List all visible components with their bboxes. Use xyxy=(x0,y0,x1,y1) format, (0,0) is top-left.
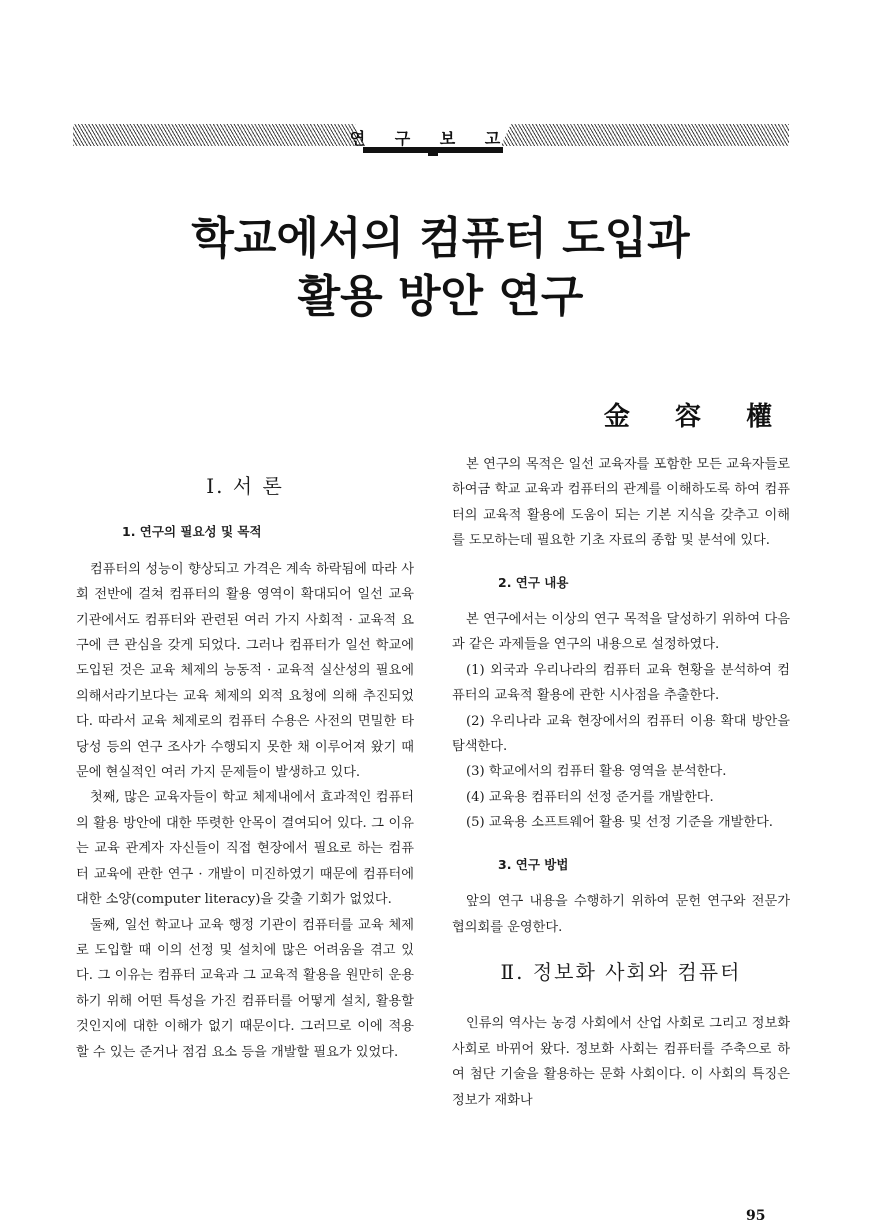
paragraph: 둘째, 일선 학교나 교육 행정 기관이 컴퓨터를 교육 체제로 도입할 때 이의 선정 및 설치에 많은 어려움을 겪고 있다. 그 이유는 컴퓨터 교육과 그 교육적 활용을 원만히 운용하기 위해 어떤 특성을 가진 컴퓨터를 어떻게 설치, 활용할 것인지에 대한 이해가 없기 때문이다. 그러므로 이에 적용할 수 있는 준거나 점검 요소 등을 개발할 필요가 있었다. xyxy=(76,917,414,1060)
section-heading-intro: Ⅰ. 서 론 xyxy=(206,474,284,498)
title-line-1: 학교에서의 컴퓨터 도입과 xyxy=(191,213,690,264)
section-heading-info-society: Ⅱ. 정보화 사회와 컴퓨터 xyxy=(500,959,742,984)
author-name: 金 容 權 xyxy=(603,402,790,432)
article-title xyxy=(0,210,881,326)
list-item: (1) 외국과 우리나라의 컴퓨터 교육 현황을 분석하여 컴퓨터의 교육적 활용에 관한 시사점을 추출한다. xyxy=(452,662,790,704)
list-item: (4) 교육용 컴퓨터의 선정 준거를 개발한다. xyxy=(466,789,714,805)
paragraph: 앞의 연구 내용을 수행하기 위하여 문헌 연구와 전문가 협의회를 운영한다. xyxy=(452,894,790,935)
paragraph: 컴퓨터의 성능이 향상되고 가격은 계속 하락됨에 따라 사회 전반에 걸쳐 컴퓨터의 활용 영역이 확대되어 일선 교육 기관에서도 컴퓨터와 관련된 여러 가지 사회적 · 교육적 요구에 큰 관심을 갖게 되었다. 그러나 컴퓨터가 일선 학교에 도입된 것은 교육 체제의 능동적 · 교육적 실산성의 필요에 의해서라기보다는 교육 체제의 외적 요청에 의해 추진되었다. 따라서 교육 체제로의 컴퓨터 수용은 사전의 면밀한 타당성 등의 연구 조사가 수행되지 못한 채 이루어져 왔기 때문에 현실적인 여러 가지 문제들이 발생하고 있다. xyxy=(76,561,414,781)
list-item: (2) 우리나라 교육 현장에서의 컴퓨터 이용 확대 방안을 탐색한다. xyxy=(452,713,790,755)
paragraph: 첫째, 많은 교육자들이 학교 체제내에서 효과적인 컴퓨터의 활용 방안에 대한 뚜렷한 안목이 결여되어 있다. 그 이유는 교육 관계자 자신들이 직접 현장에서 필요로 하는 컴퓨터 교육에 관한 연구 · 개발이 미진하였기 때문에 컴퓨터에 대한 소양(computer literacy)을 갖출 기회가 없었다. xyxy=(76,790,414,908)
page-number: 95 xyxy=(746,1208,766,1224)
title-line-2: 활용 방안 연구 xyxy=(297,271,584,322)
list-item: (5) 교육용 소프트웨어 활용 및 선정 기준을 개발한다. xyxy=(466,815,773,831)
paragraph: 본 연구의 목적은 일선 교육자를 포함한 모든 교육자들로 하여금 학교 교육과 컴퓨터의 관계를 이해하도록 하여 컴퓨터의 교육적 활용에 도움이 되는 기본 지식을 갖추고 이해를 도모하는데 필요한 기초 자료의 종합 및 분석에 있다. xyxy=(452,457,790,549)
subheading-need-purpose: 1. 연구의 필요성 및 목적 xyxy=(122,524,262,540)
paragraph: 인류의 역사는 농경 사회에서 산업 사회로 그리고 정보화 사회로 바뀌어 왔다. 정보화 사회는 컴퓨터를 주축으로 하여 첨단 기술을 활용하는 문화 사회이다. 이 사회의 특징은 정보가 재화나 xyxy=(452,1016,790,1108)
left-column xyxy=(76,452,414,1065)
subheading-research-method: 3. 연구 방법 xyxy=(498,856,569,872)
subheading-research-content: 2. 연구 내용 xyxy=(498,574,569,590)
section-banner xyxy=(73,120,789,154)
paragraph: 본 연구에서는 이상의 연구 목적을 달성하기 위하여 다음과 같은 과제들을 연구의 내용으로 설정하였다. xyxy=(452,612,790,653)
banner-label: 연 구 보 고 xyxy=(349,129,513,148)
right-column xyxy=(452,452,790,1113)
list-item: (3) 학교에서의 컴퓨터 활용 영역을 분석한다. xyxy=(466,764,727,780)
